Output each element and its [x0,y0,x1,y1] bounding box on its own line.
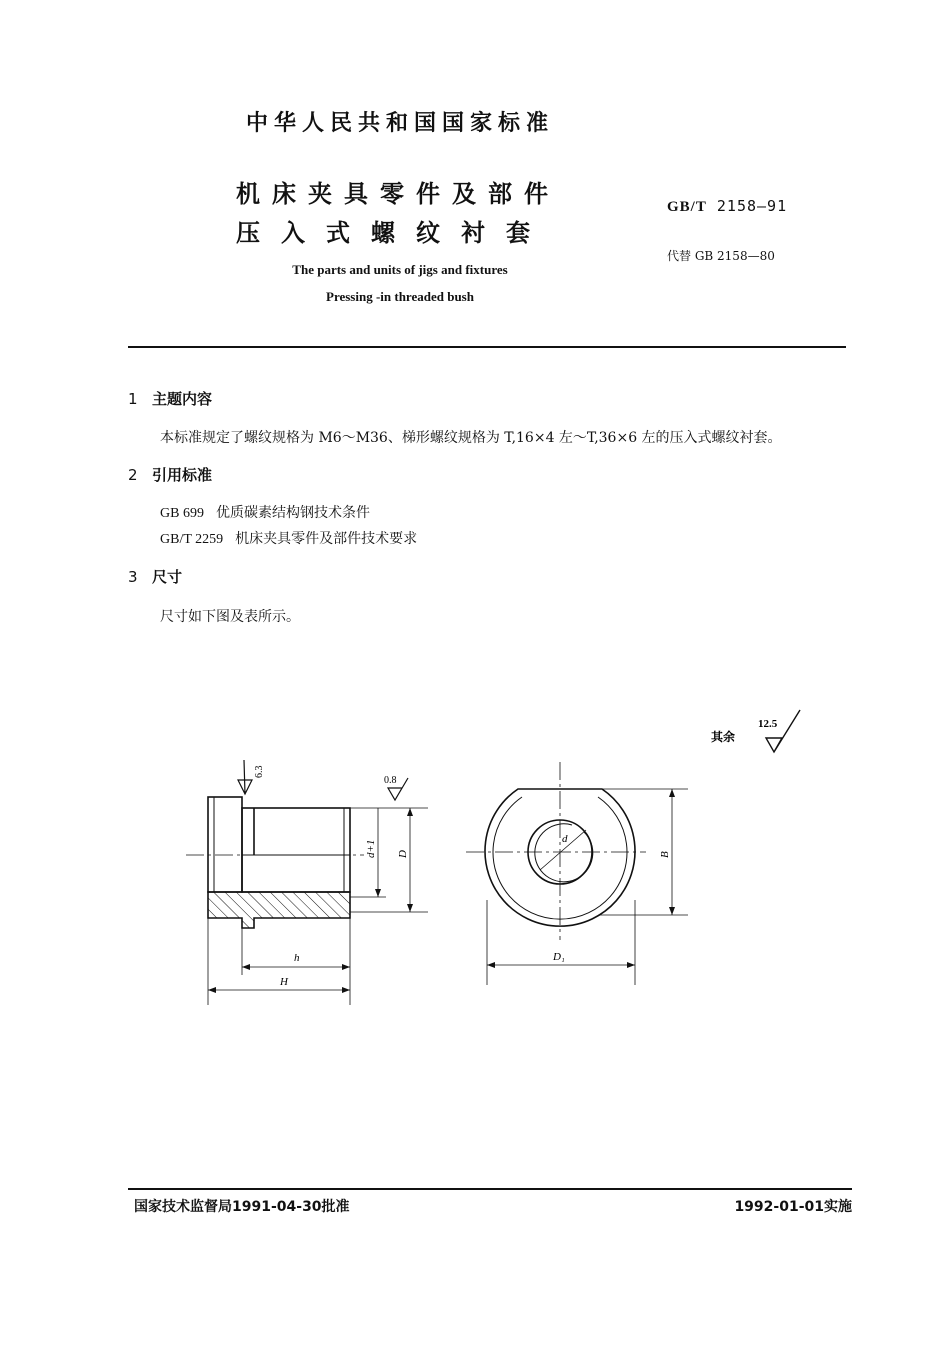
roughness-general-value: 12.5 [758,718,778,730]
roughness-symbol-icon [766,710,800,752]
roughness-face-value: 6.3 [254,765,265,778]
reference-title: 机床夹具零件及部件技术要求 [235,531,418,547]
section-title: 主题内容 [152,390,213,408]
section-title: 引用标准 [152,466,213,484]
title-en-line2: Pressing -in threaded bush [326,289,474,304]
title-en-line1: The parts and units of jigs and fixtures [292,262,508,277]
dimension-label-D1: D₁ [553,951,565,963]
standard-org: 中华人民共和国国家标准 [245,111,554,136]
approval-date: 国家技术监督局1991-04-30批准 [134,1199,350,1215]
roughness-symbol-icon [238,760,252,794]
dimension-label-H: H [280,976,288,988]
scope-paragraph: 本标准规定了螺纹规格为 M6～M36、梯形螺纹规格为 T,16×4 左～T,36×6 左的压入式螺纹衬套。 [160,430,782,446]
dimension-label-D: D [397,850,409,858]
footer-divider [128,1188,852,1190]
reference-code: GB/T 2259 [160,532,224,547]
section-number: 2 [128,466,138,484]
dimension-label-d: d [562,833,568,845]
roughness-general-label: 其余 [711,730,736,744]
standard-code-number: 2158—91 [716,197,788,215]
section-number: 1 [128,390,138,408]
front-view [466,762,688,985]
replaces-standard: 代替 GB 2158—80 [667,249,775,263]
dimensions-paragraph: 尺寸如下图及表所示。 [160,609,300,625]
dimension-label-h: h [294,952,300,964]
reference-title: 优质碳素结构钢技术条件 [215,505,370,521]
section-view [186,797,428,1005]
title-cn-line1: 机床夹具零件及部件 [236,180,560,208]
section-number: 3 [128,568,138,586]
section-title: 尺寸 [152,568,183,586]
title-cn-line2: 压入式螺纹衬套 [236,219,551,247]
dimension-label-d-plus-1: d+1 [365,839,377,858]
standard-code-prefix: GB/T [667,199,707,215]
arrow-icon [375,889,381,897]
effective-date: 1992-01-01实施 [734,1199,852,1215]
roughness-outer-value: 0.8 [384,775,397,786]
dimension-label-B: B [659,851,671,858]
reference-code: GB 699 [160,506,204,521]
